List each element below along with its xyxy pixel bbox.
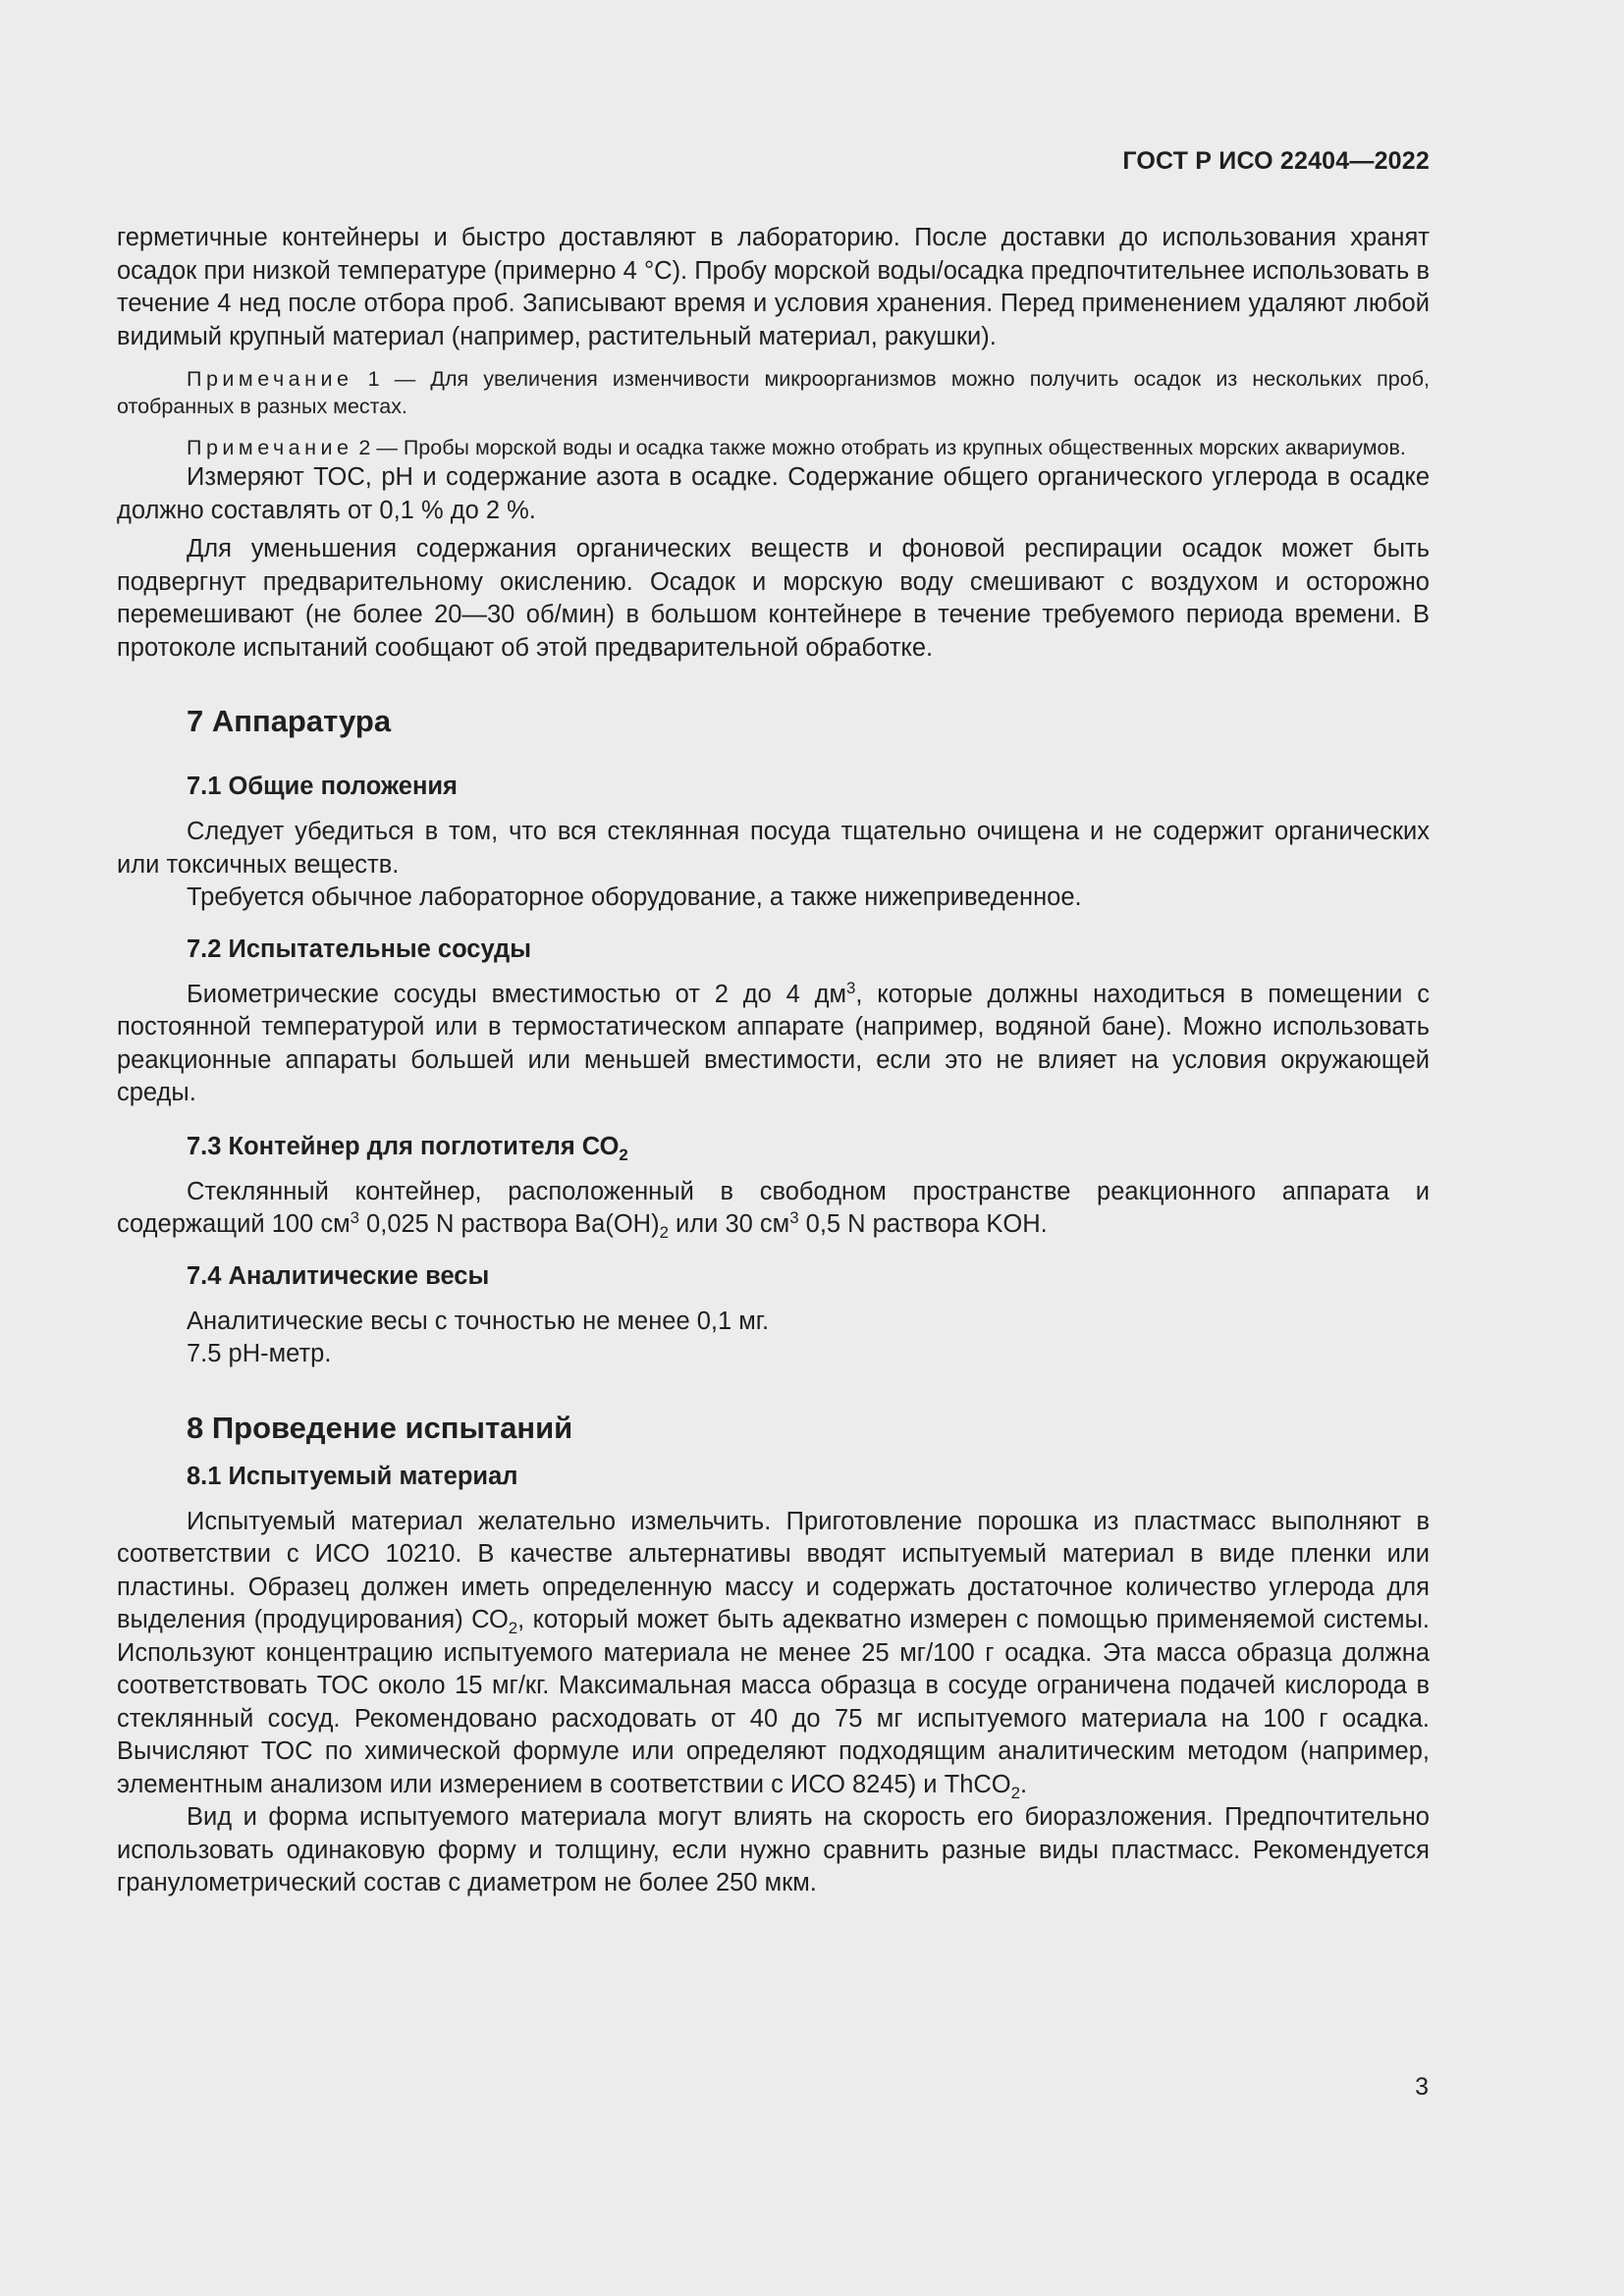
note-text: 2 — Пробы морской воды и осадка также можно отобрать из крупных общественных морских аквариумов. bbox=[352, 436, 1406, 459]
paragraph bbox=[117, 979, 1430, 1110]
paragraph-7-5: 7.5 рН-метр. bbox=[187, 1340, 332, 1367]
text-run: , который может быть адекватно измерен с помощью применяемой системы. Используют концентрацию испытуемого материала не менее 25 мг/100 г осадка. Эта масса образца должна соответствовать ТОС около 15 мг/кг. Максимальная масса образца в сосуде ограничена подачей кислорода в стеклянный сосуд. Рекомендовано расходовать от 40 до 75 мг испытуемого материала на 100 г осадка. Вычисляют ТОС по химической формуле или определяют подходящим аналитическим методом (например, элементным анализом или измерением в соответствии с ИСО 8245) и ThCO bbox=[117, 1606, 1430, 1798]
note-text: 1 — Для увеличения изменчивости микроорганизмов можно получить осадок из нескольких проб, отобранных в разных местах. bbox=[117, 367, 1430, 418]
text-run: , которые должны находиться в помещении с постоянной температурой или в термостатическом аппарате (например, водяной бане). Можно использовать реакционные аппараты большей или меньшей вместимости, если это не влияет на условия окружающей среды. bbox=[117, 980, 1430, 1106]
paragraph bbox=[117, 1506, 1430, 1802]
subsection-heading-7-3 bbox=[117, 1130, 1430, 1163]
note-label: Примечание bbox=[187, 436, 353, 459]
text-run: Стеклянный контейнер, расположенный в свободном пространстве реакционного аппарата и содержащий 100 см bbox=[117, 1177, 1430, 1238]
text-run: или 30 см bbox=[668, 1210, 790, 1238]
text-run: 7.3 Контейнер для поглотителя СО bbox=[187, 1132, 620, 1160]
page-content bbox=[117, 222, 1430, 1900]
text-run: Биометрические сосуды вместимостью от 2 до 4 дм bbox=[187, 980, 847, 1008]
text-run: . bbox=[1020, 1770, 1028, 1798]
subscript: 2 bbox=[1010, 1783, 1021, 1802]
text-run: 0,025 N раствора Ва(ОН) bbox=[358, 1210, 660, 1238]
superscript: 3 bbox=[789, 1207, 799, 1227]
paragraph: Вид и форма испытуемого материала могут влиять на скорость его биоразложения. Предпочтительно использовать одинаковую форму и толщину, если нужно сравнить разные виды пластмасс. Рекомендуется гранулометрический состав с диаметром не более 250 мкм. bbox=[117, 1803, 1430, 1896]
paragraph: герметичные контейнеры и быстро доставляют в лабораторию. После доставки до использования хранят осадок при низкой температуре (примерно 4 °С). Пробу морской воды/осадка предпочтительнее использовать в течение 4 нед после отбора проб. Записывают время и условия хранения. Перед применением удаляют любой видимый крупный материал (например, растительный материал, ракушки). bbox=[117, 224, 1430, 350]
subsection-heading-7-2: 7.2 Испытательные сосуды bbox=[187, 934, 531, 963]
paragraph: Для уменьшения содержания органических веществ и фоновой респирации осадок может быть подвергнут предварительному окислению. Осадок и морскую воду смешивают с воздухом и осторожно перемешивают (не более 20—30 об/мин) в большом контейнере в течение требуемого периода времени. В протоколе испытаний сообщают об этой предварительной обработке. bbox=[117, 535, 1430, 662]
subsection-heading-7-1: 7.1 Общие положения bbox=[187, 773, 458, 800]
note-2 bbox=[117, 434, 1430, 461]
subscript: 2 bbox=[659, 1222, 669, 1242]
document-code-header: ГОСТ Р ИСО 22404—2022 bbox=[1122, 147, 1430, 175]
subscript: 2 bbox=[508, 1618, 518, 1637]
superscript: 3 bbox=[350, 1207, 359, 1227]
paragraph bbox=[117, 1176, 1430, 1242]
subscript: 2 bbox=[619, 1145, 628, 1164]
page-number: 3 bbox=[1415, 2073, 1429, 2101]
paragraph: Аналитические весы с точностью не менее 0,1 мг. bbox=[187, 1307, 770, 1335]
paragraph: Следует убедиться в том, что вся стеклянная посуда тщательно очищена и не содержит органических или токсичных веществ. bbox=[117, 818, 1430, 879]
superscript: 3 bbox=[846, 978, 856, 997]
section-heading-7: 7 Аппаратура bbox=[187, 704, 392, 738]
subsection-heading-7-4: 7.4 Аналитические весы bbox=[187, 1261, 490, 1290]
text-run: Испытуемый материал желательно измельчить. Приготовление порошка из пластмасс выполняют в соответствии с ИСО 10210. В качестве альтернативы вводят испытуемый материал в виде пленки или пластины. Образец должен иметь определенную массу и содержать достаточное количество углерода для выделения (продуцирования) СО bbox=[117, 1507, 1430, 1633]
note-label: Примечание bbox=[187, 367, 353, 391]
paragraph: Требуется обычное лабораторное оборудование, а также нижеприведенное. bbox=[187, 883, 1082, 911]
section-heading-8: 8 Проведение испытаний bbox=[187, 1410, 573, 1445]
paragraph: Измеряют ТОС, рН и содержание азота в осадке. Содержание общего органического углерода в осадке должно составлять от 0,1 % до 2 %. bbox=[117, 463, 1430, 524]
note-1 bbox=[117, 365, 1430, 420]
text-run: 0,5 N раствора KOH. bbox=[798, 1210, 1048, 1238]
subsection-heading-8-1: 8.1 Испытуемый материал bbox=[187, 1462, 518, 1490]
